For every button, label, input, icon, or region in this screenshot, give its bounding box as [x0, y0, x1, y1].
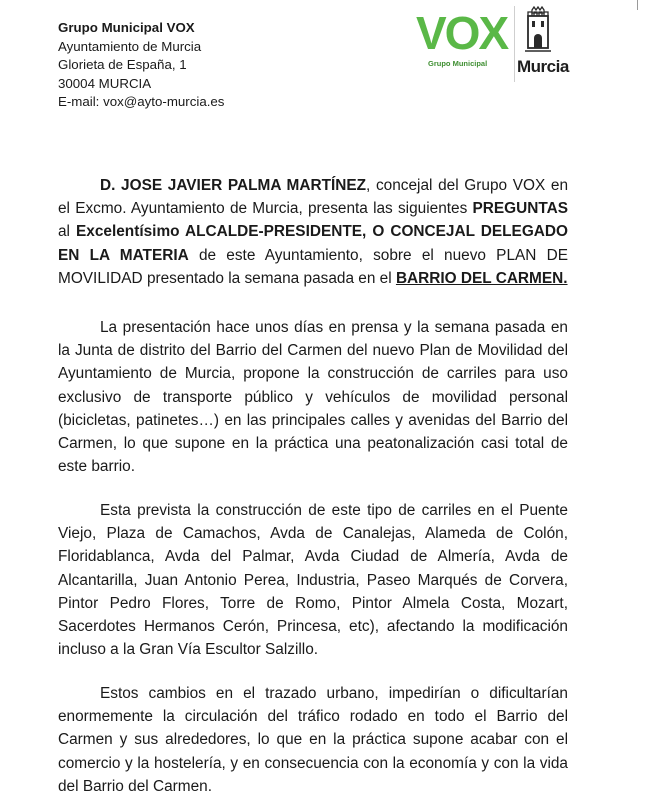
paragraph-cambios-text: Estos cambios en el trazado urbano, impedirían o dificultarían enormemente la circulación del tráfico rodado en todo el Barrio del Carmen y sus alrededores, lo que en la práctica supone acabar con el comercio y la hostelería, y en consecuencia con la economía y con la vida del Barrio del Carmen.	[58, 685, 568, 795]
vox-logo	[414, 8, 512, 74]
letterhead-org: Grupo Municipal VOX	[58, 20, 195, 35]
intro-text-1: , concejal del Grupo VOX en el Excmo. Ayuntamiento de Murcia, presenta las siguientes	[58, 177, 568, 218]
intro-preguntas: PREGUNTAS	[472, 200, 568, 218]
letterhead-postal: 30004 MURCIA	[58, 75, 152, 91]
intro-paragraph	[58, 174, 568, 290]
logo-group	[414, 6, 569, 82]
letterhead-address: Glorieta de España, 1	[58, 57, 187, 73]
intro-alcalde: Excelentísimo ALCALDE-PRESIDENTE, O CONCEJAL DELEGADO EN LA MATERIA	[58, 223, 568, 264]
intro-barrio: BARRIO DEL CARMEN.	[395, 269, 568, 287]
vox-logo-word: VOX	[416, 7, 508, 59]
castle-crest-icon	[515, 6, 561, 58]
page-corner-mark	[637, 0, 647, 10]
paragraph-presentacion-text: La presentación hace unos días en prensa y la semana pasada en la Junta de distrito del Barrio del Carmen del nuevo Plan de Movilidad del Ayuntamiento de Murcia, propone la construcción de carriles para uso exclusivo de transporte público y vehículos de movilidad personal (bicicletas, patinetes…) en las principales calles y avenidas del Barrio del Carmen, lo que supone en la práctica una peatonalización casi total de este barrio.	[58, 319, 568, 476]
paragraph-cambios	[58, 682, 568, 798]
letterhead-institution: Ayuntamiento de Murcia	[58, 38, 202, 54]
paragraph-carriles	[58, 499, 568, 661]
paragraph-carriles-text: Esta prevista la construcción de este tipo de carriles en el Puente Viejo, Plaza de Camachos, Avda de Canalejas, Alameda de Colón, Floridablanca, Avda del Palmar, Avda Ciudad de Almería, Avda de Alcantarilla, Juan Antonio Perea, Industria, Paseo Marqués de Corvera, Pintor Pedro Flores, Torre de Romo, Pintor Almela Costa, Mozart, Sacerdotes Hermanos Cerón, Princesa, etc), afectando la modificación incluso a la Gran Vía Escultor Salzillo.	[58, 502, 568, 659]
intro-text-2: al	[58, 223, 77, 241]
intro-name: D. JOSE JAVIER PALMA MARTÍNEZ	[100, 177, 367, 194]
letterhead-email: E-mail: vox@ayto-murcia.es	[58, 94, 225, 110]
paragraph-presentacion	[58, 316, 568, 478]
letterhead	[58, 19, 224, 112]
vox-logo-subtitle: Grupo Municipal	[428, 59, 488, 68]
murcia-logo-word: Murcia	[517, 57, 569, 76]
murcia-city-logo	[514, 6, 569, 82]
intro-text-3: de este Ayuntamiento, sobre el nuevo PLAN DE MOVILIDAD presentado la semana pasada en el	[58, 246, 568, 287]
